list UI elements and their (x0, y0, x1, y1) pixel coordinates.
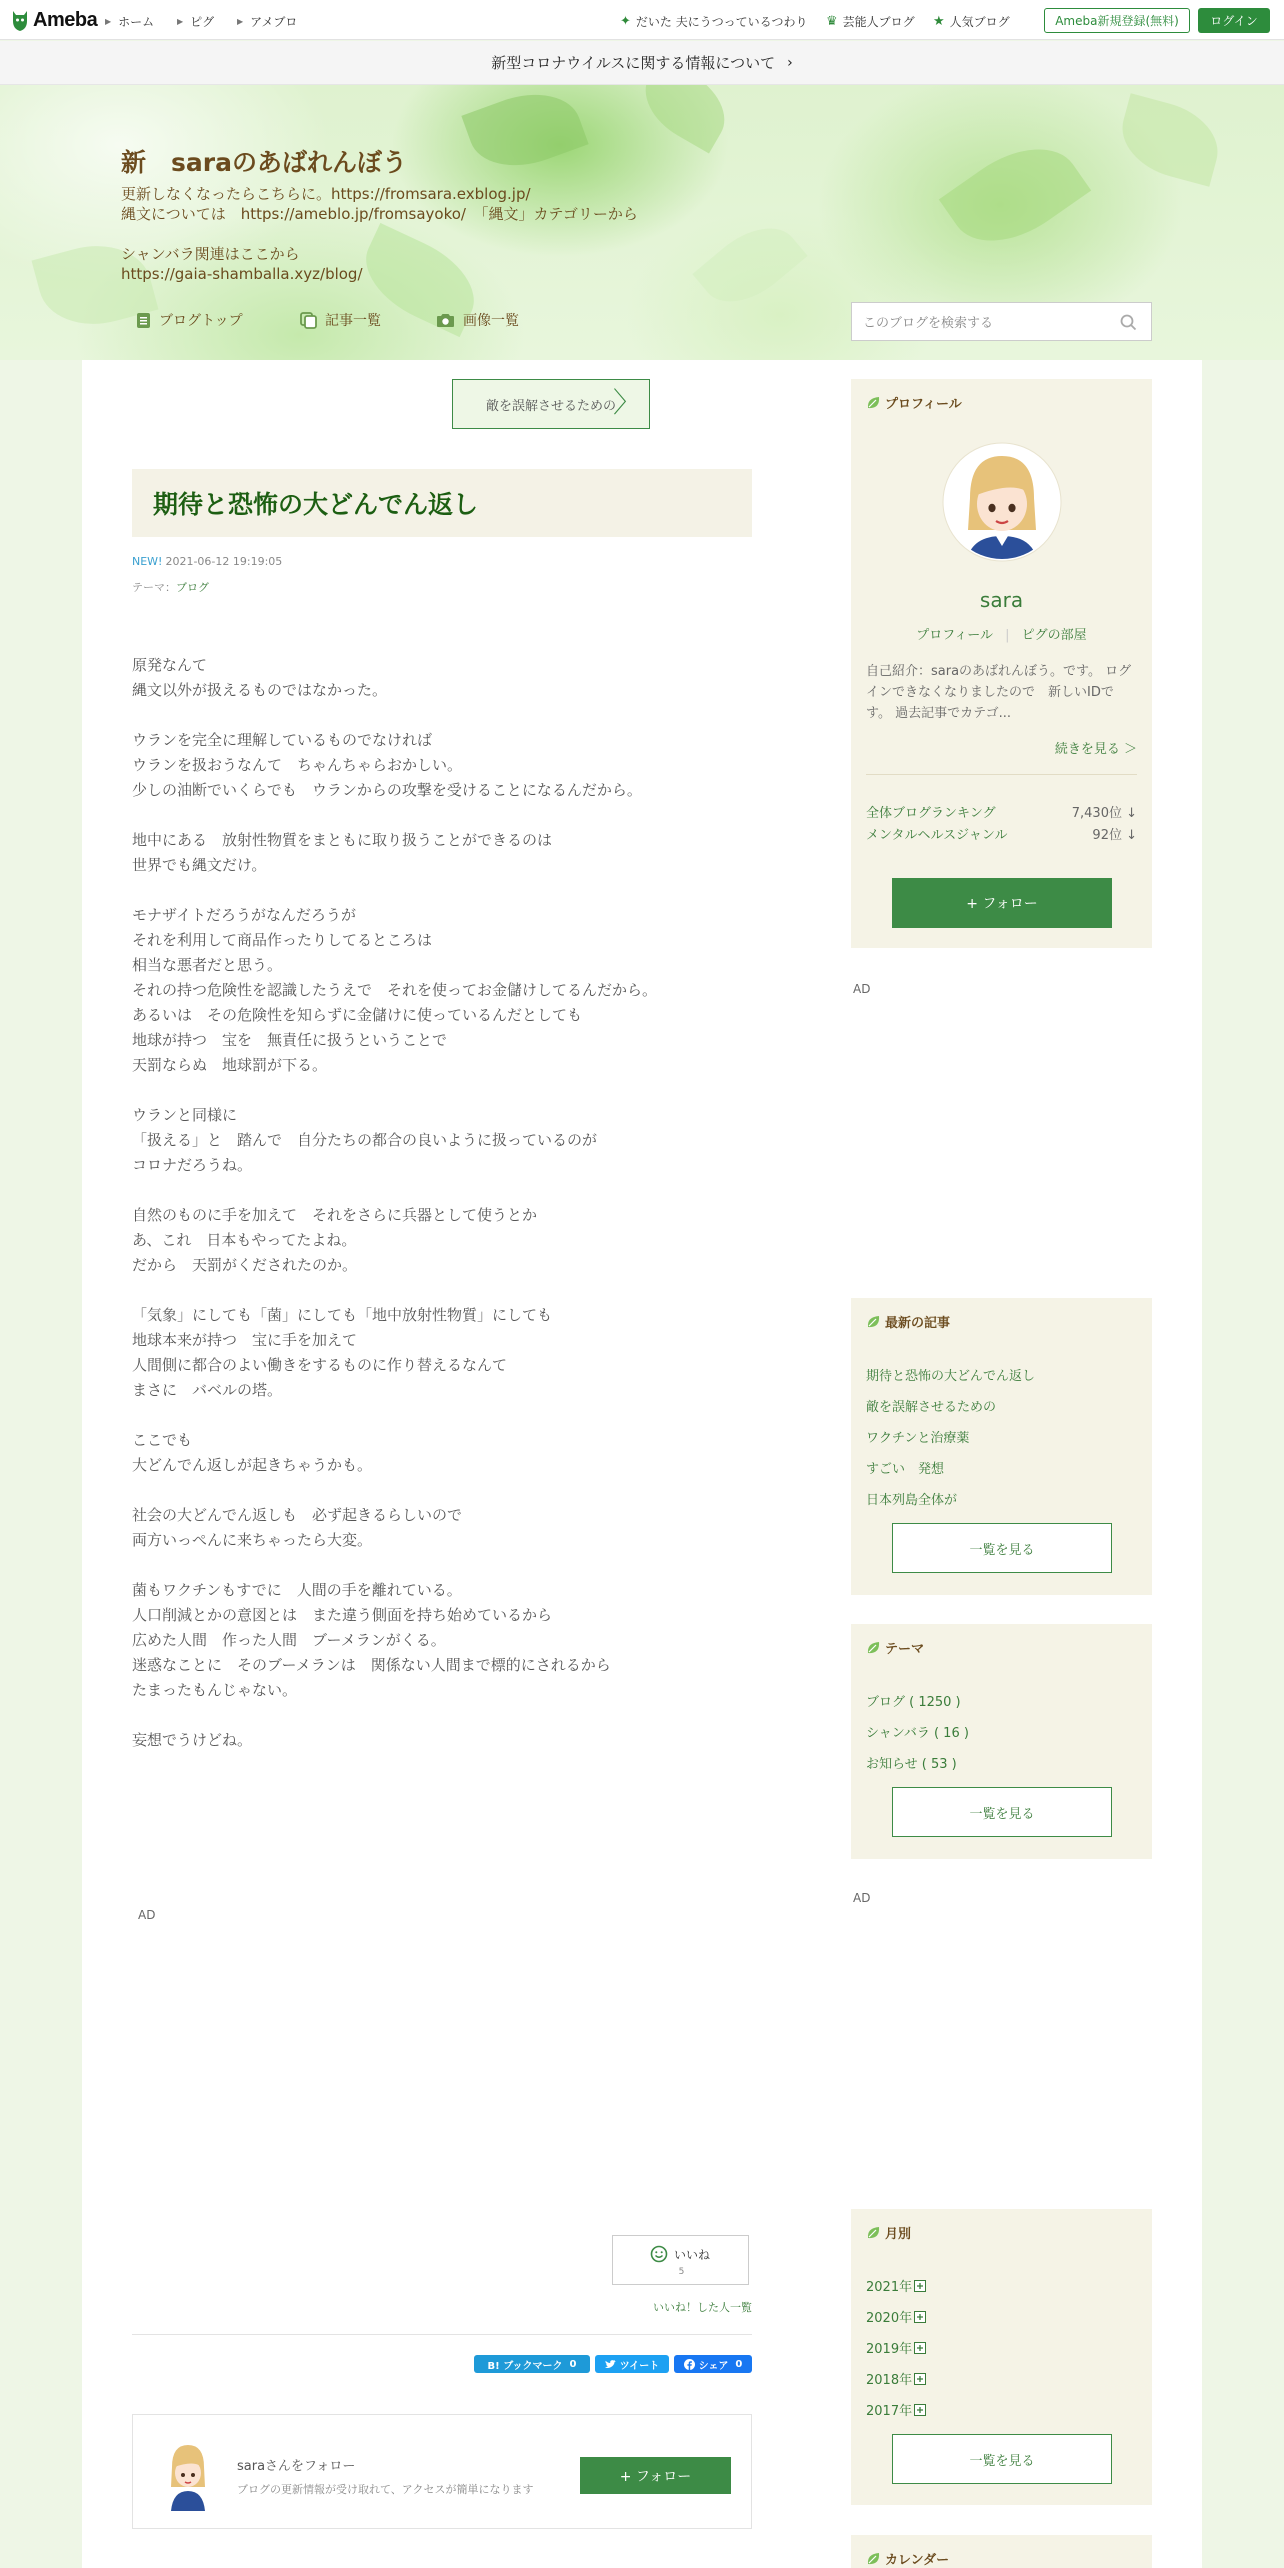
widget-heading (866, 1312, 950, 1331)
nav-label: 画像一覧 (463, 313, 519, 329)
leaf-decoration (461, 85, 588, 182)
theme-label: テーマ： (132, 581, 176, 594)
desc-line: シャンバラ関連はここから (121, 245, 300, 263)
twitter-icon (605, 2360, 616, 2369)
leaf-decoration (1113, 93, 1228, 186)
follow-box (132, 2414, 752, 2529)
search-placeholder: このブログを検索する (863, 316, 994, 331)
leaf-decoration (939, 125, 1091, 265)
ad-label: AD (138, 1908, 156, 1922)
nav-label: 記事一覧 (325, 313, 381, 329)
like-button[interactable] (612, 2235, 749, 2285)
profile-name[interactable]: sara (979, 588, 1024, 612)
likers-list-link[interactable]: いいね！した人一覧 (653, 2301, 752, 2314)
diamond-icon: ✦ (620, 14, 631, 29)
expand-plus-icon[interactable] (914, 2373, 926, 2385)
nav-link-home[interactable] (105, 13, 154, 30)
share-label: シェア (698, 2360, 729, 2372)
article-title-box (132, 469, 752, 537)
promo-link-tsuwari[interactable] (620, 13, 807, 30)
like-label: いいね (674, 2248, 711, 2262)
blog-title[interactable]: 新 saraのあばれんぼう (121, 148, 407, 177)
copy-icon (300, 312, 317, 329)
ranking-label[interactable]: メンタルヘルスジャンル (866, 828, 1008, 843)
leaf-decoration (631, 85, 739, 153)
nav-blog-top[interactable] (136, 310, 243, 330)
leaf-decoration (692, 210, 807, 320)
follow-title: saraさんをフォロー (237, 2459, 356, 2474)
document-icon (136, 312, 151, 329)
ameba-mascot-icon (10, 7, 30, 33)
themes-see-all-button[interactable]: 一覧を見る (892, 1787, 1112, 1837)
covid-notice-link[interactable] (0, 41, 1284, 85)
smile-icon (650, 2245, 668, 2263)
expand-plus-icon[interactable] (914, 2280, 926, 2292)
previous-article-label: 敵を誤解させるための (485, 398, 616, 414)
login-button[interactable]: ログイン (1198, 8, 1270, 33)
widget-heading (866, 1638, 924, 1657)
theme-link[interactable]: ブログ ( 1250 ) (866, 1695, 961, 1710)
nav-article-list[interactable] (300, 310, 381, 330)
month-year-item[interactable] (866, 2400, 926, 2419)
share-label: B! ブックマーク (487, 2360, 563, 2372)
blog-description (121, 184, 638, 284)
recent-see-all-button[interactable]: 一覧を見る (892, 1523, 1112, 1573)
article-date: 2021-06-12 19:19:05 (165, 555, 283, 568)
promo-link-label: だいた 夫にうつっているつわり (635, 15, 808, 29)
desc-line: 縄文については https://ameblo.jp/fromsayoko/ 「縄文」カテゴリーから (121, 205, 638, 223)
widget-heading (866, 393, 962, 412)
desc-line: https://gaia-shamballa.xyz/blog/ (121, 265, 363, 283)
widget-heading (866, 2223, 911, 2242)
crown-icon: ♛ (826, 14, 838, 29)
nav-link-label: アメブロ (250, 15, 298, 29)
expand-plus-icon[interactable] (914, 2404, 926, 2416)
recent-article-link[interactable]: すごい 発想 (866, 1462, 945, 1477)
recent-articles-widget (851, 1298, 1152, 1595)
like-count: 5 (678, 2267, 685, 2277)
facebook-icon (684, 2359, 695, 2370)
chevron-right-icon: ▶ (177, 17, 184, 26)
desc-line: 更新しなくなったらこちらに。https://fromsara.exblog.jp/ (121, 185, 531, 203)
expand-plus-icon[interactable] (914, 2311, 926, 2323)
profile-widget (851, 379, 1152, 948)
follow-button[interactable]: + フォロー (580, 2457, 731, 2494)
expand-plus-icon[interactable] (914, 2342, 926, 2354)
share-label: ツイート (619, 2360, 660, 2372)
article-title[interactable]: 期待と恐怖の大どんでん返し (153, 490, 479, 519)
month-year-item[interactable] (866, 2338, 926, 2357)
month-year-item[interactable] (866, 2369, 926, 2388)
logo-text: Ameba (33, 8, 98, 31)
read-more-link[interactable]: 続きを見る ＞ (1054, 742, 1137, 757)
article-meta (132, 555, 282, 568)
theme-link[interactable]: ブログ (176, 581, 209, 594)
ranking-row (866, 824, 1137, 843)
year-label: 2018年 (866, 2373, 913, 2388)
leaf-icon (866, 1314, 881, 1329)
desc-line (121, 224, 638, 244)
promo-link-label: 人気ブログ (949, 15, 1010, 29)
search-icon[interactable] (1120, 314, 1137, 331)
article-body: 原発なんて 縄文以外が扱えるものではなかった。 ウランを完全に理解しているものでなければ ウランを扱おうなんて ちゃんちゃらおかしい。 少しの油断でいくらでも ウランからの攻撃を受けることになるんだから。 地中にある 放射性物質をまともに取り扱うことができるのは 世界でも縄文だけ。 モナザイトだろうがなんだろうが それを利用して商品作ったりしてるところは 相当な悪者だと思う。 それの持つ危険性を認識したうえで それを使ってお金儲けしてるんだから。 あるいは その危険性を知らずに金儲けに使っているんだとしても 地球が持つ 宝を 無責任に扱うということで 天罰ならぬ 地球罰が下る。 ウランと同様に 「扱える」と 踏んで 自分たちの都合の良いように扱っているのが コロナだろうね。 自然のものに手を加えて それをさらに兵器として使うとか あ、これ 日本もやってたよね。 だから 天罰がくだされたのか。 「気象」にしても「菌」にしても「地中放射性物質」にしても 地球本来が持つ 宝に手を加えて 人間側に都合のよい働きをするものに作り替えるなんて まさに バベルの塔。 ここでも 大どんでん返しが起きちゃうかも。 社会の大どんでん返しも 必ず起きるらしいので 両方いっぺんに来ちゃったら大変。 菌もワクチンもすでに 人間の手を離れている。 人口削減とかの意図とは また違う側面を持ち始めているから 広めた人間 作った人間 ブーメランがくる。 迷惑なことに そのブーメランは 関係ない人間まで標的にされるから たまったもんじゃない。 妄想でうけどね。 (132, 656, 658, 1749)
month-year-item[interactable] (866, 2307, 926, 2326)
recent-article-link[interactable]: ワクチンと治療薬 (866, 1431, 970, 1446)
nav-label: ブログトップ (159, 313, 243, 329)
month-year-item[interactable] (866, 2276, 926, 2295)
nav-image-list[interactable] (436, 310, 519, 330)
nav-link-label: ホーム (118, 15, 155, 29)
widget-heading (866, 2549, 949, 2568)
profile-intro: 自己紹介：saraのあばれんぼう。です。 ログインできなくなりましたので 新しいIDです。 過去記事でカテゴ... (866, 664, 1132, 721)
profile-links (851, 624, 1152, 643)
widget-heading-label: プロフィール (885, 397, 962, 412)
leaf-icon (866, 1640, 881, 1655)
hatena-bookmark-button[interactable] (474, 2355, 590, 2373)
monthly-archive-widget (851, 2209, 1152, 2505)
calendar-widget (851, 2535, 1152, 2568)
ranking-label[interactable]: 全体ブログランキング (866, 806, 996, 821)
leaf-icon (866, 2551, 881, 2566)
divider (132, 2334, 752, 2335)
nav-link-pig[interactable] (177, 13, 214, 30)
widget-heading-label: カレンダー (885, 2553, 950, 2568)
leaf-icon (866, 395, 881, 410)
theme-link[interactable]: お知らせ ( 53 ) (866, 1757, 957, 1772)
monthly-see-all-button[interactable]: 一覧を見る (892, 2434, 1112, 2484)
ameba-logo[interactable] (10, 7, 97, 33)
share-count: 0 (735, 2358, 743, 2370)
year-label: 2021年 (866, 2280, 913, 2295)
share-count: 0 (569, 2358, 577, 2370)
ranking-value: 92位 ↓ (1092, 828, 1137, 843)
previous-article-link[interactable] (452, 379, 650, 429)
recent-article-link[interactable]: 敵を誤解させるための (866, 1400, 997, 1415)
profile-link[interactable]: プロフィール (916, 628, 993, 643)
sidebar-ad-label: AD (853, 982, 871, 996)
user-avatar[interactable] (157, 2441, 219, 2511)
notice-text: 新型コロナウイルスに関する情報について (491, 54, 776, 72)
chevron-right-icon: › (787, 54, 793, 71)
blog-header (0, 85, 1284, 360)
profile-follow-button[interactable]: + フォロー (892, 878, 1112, 928)
chevron-right-icon: ▶ (237, 17, 244, 26)
register-button[interactable]: Ameba新規登録(無料) (1044, 8, 1190, 33)
tweet-button[interactable] (595, 2355, 669, 2373)
sidebar-ad-label: AD (853, 1891, 871, 1905)
chevron-right-icon: 〉 (612, 386, 641, 419)
nav-link-label: ピグ (190, 15, 215, 29)
new-badge: NEW! (132, 555, 163, 568)
ranking-row (866, 802, 1137, 821)
year-label: 2019年 (866, 2342, 913, 2357)
article-theme (132, 579, 209, 595)
ranking-value: 7,430位 ↓ (1071, 806, 1137, 821)
follow-description: ブログの更新情報が受け取れて、アクセスが簡単になります (237, 2483, 534, 2496)
widget-heading-label: テーマ (885, 1642, 925, 1657)
year-label: 2017年 (866, 2404, 913, 2419)
year-label: 2020年 (866, 2311, 913, 2326)
chevron-right-icon: ▶ (105, 17, 112, 26)
themes-widget (851, 1624, 1152, 1859)
widget-heading-label: 月別 (885, 2227, 912, 2242)
widget-heading-label: 最新の記事 (885, 1316, 951, 1331)
star-icon: ★ (933, 14, 945, 29)
divider (866, 774, 1137, 775)
leaf-icon (866, 2225, 881, 2240)
promo-link-popular-blog[interactable] (933, 13, 1010, 30)
facebook-share-button[interactable] (674, 2355, 752, 2373)
top-navigation-bar (0, 0, 1284, 40)
profile-avatar[interactable] (942, 442, 1062, 562)
camera-icon (436, 313, 455, 328)
nav-link-ameblo[interactable] (237, 13, 297, 30)
recent-article-link[interactable]: 期待と恐怖の大どんでん返し (866, 1369, 1036, 1384)
blog-search-input[interactable] (851, 302, 1152, 341)
recent-article-link[interactable]: 日本列島全体が (866, 1493, 958, 1508)
main-content-panel (82, 360, 1202, 2568)
promo-link-celebrity-blog[interactable] (826, 13, 915, 30)
pig-room-link[interactable]: ピグの部屋 (1021, 628, 1087, 643)
promo-link-label: 芸能人ブログ (842, 15, 915, 29)
theme-link[interactable]: シャンバラ ( 16 ) (866, 1726, 969, 1741)
separator: | (1005, 628, 1010, 643)
